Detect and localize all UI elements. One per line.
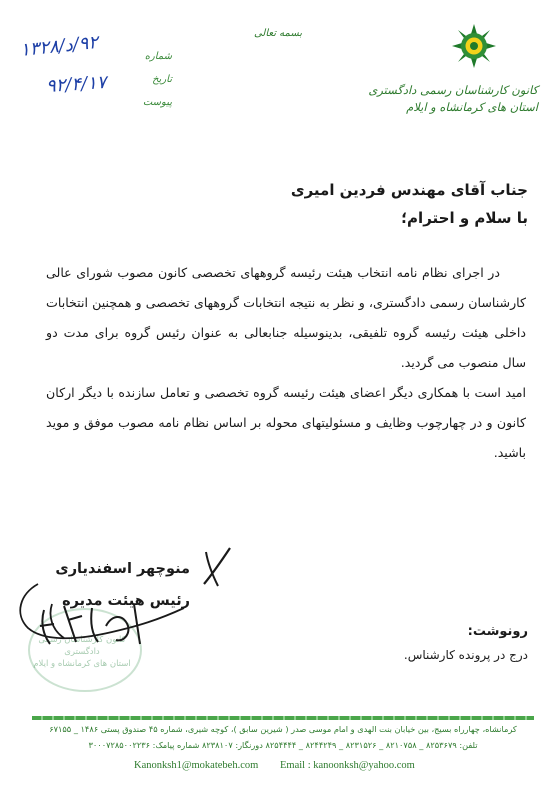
attachment-label: پیوست (142, 97, 172, 108)
footer-address: کرمانشاه، چهارراه بسیج، بین خیابان بنت الهدی و امام موسی صدر ( شیرین سابق )، کوچه شیری، شماره ۴۵ صندوق پستی ۱۴۸۶ _ ۶۷۱۵۵ (49, 724, 517, 734)
stamp-text-line1: کانون کارشناسان رسمی دادگستری (38, 635, 126, 657)
addressee: جناب آقای مهندس فردین امیری (290, 181, 528, 199)
cc-title: رونوشت: (467, 624, 528, 639)
body-paragraph-1: در اجرای نظام نامه انتخاب هیئت رئیسه گروههای تخصصی کانون مصوب شورای عالی کارشناسان رسمی دادگستری، و نظر به نتیجه انتخابات گروههای تخصصی و همچنین انتخابات داخلی هیئت رئیسه گروه تلفیقی، بدینوسیله جنابعالی به عنوان رئیس گروه برای مدت دو سال منصوب می گردید. (46, 265, 526, 370)
organization-name-line1: کانون کارشناسان رسمی دادگستری (368, 83, 538, 97)
organization-name-line2: استان های کرمانشاه و ایلام (406, 100, 538, 114)
body-paragraph-2: امید است با همکاری دیگر اعضای هیئت رئیسه گروه تخصصی و تعامل سازنده با دیگر ارکان کانون و در چهارچوب وظایف و مسئولیتهای محوله بر اساس نظام نامه مصوب موفق و موید باشید. (46, 385, 526, 460)
letter-meta-labels (112, 45, 172, 114)
handwritten-signature-date (36, 596, 146, 650)
date-label: تاریخ (152, 74, 172, 85)
organization-name (368, 82, 538, 116)
cc-item: درج در پرونده کارشناس. (403, 648, 528, 662)
footer-web-email: Kanonksh1@mokatebeh.com (134, 760, 259, 771)
footer-email: Email : kanoonksh@yahoo.com (280, 760, 415, 771)
stamp-text-line2: استان های کرمانشاه و ایلام (33, 659, 131, 669)
signer-name: منوچهر اسفندیاری (55, 561, 190, 577)
bismillah: بسمه تعالی (253, 28, 303, 39)
footer-divider (32, 716, 534, 720)
signer-title: رئیس هیئت مدیره (62, 593, 190, 609)
handwritten-letter-date: ۹۲/۴/۱۷ (45, 71, 108, 98)
footer-phones: تلفن: ۸۲۵۳۶۷۹ _ ۸۲۱۰۷۵۸ _ ۸۲۳۱۵۲۶ _ ۸۲۴۴۲۴۹ _ ۸۲۵۴۴۴۴ دورنگار: ۸۲۳۸۱۰۷ شماره پیامک: ۳۰۰۰۷۲۸۵۰۰۲۲۳۶ (88, 740, 478, 750)
addressee-block (291, 176, 528, 232)
organization-logo (448, 20, 500, 72)
handwritten-letter-number: ۹۲/د/۱۳۲۸ (19, 31, 100, 62)
number-label: شماره (144, 51, 172, 62)
letter-body (46, 258, 526, 468)
greeting: با سلام و احترام؛ (401, 209, 528, 227)
